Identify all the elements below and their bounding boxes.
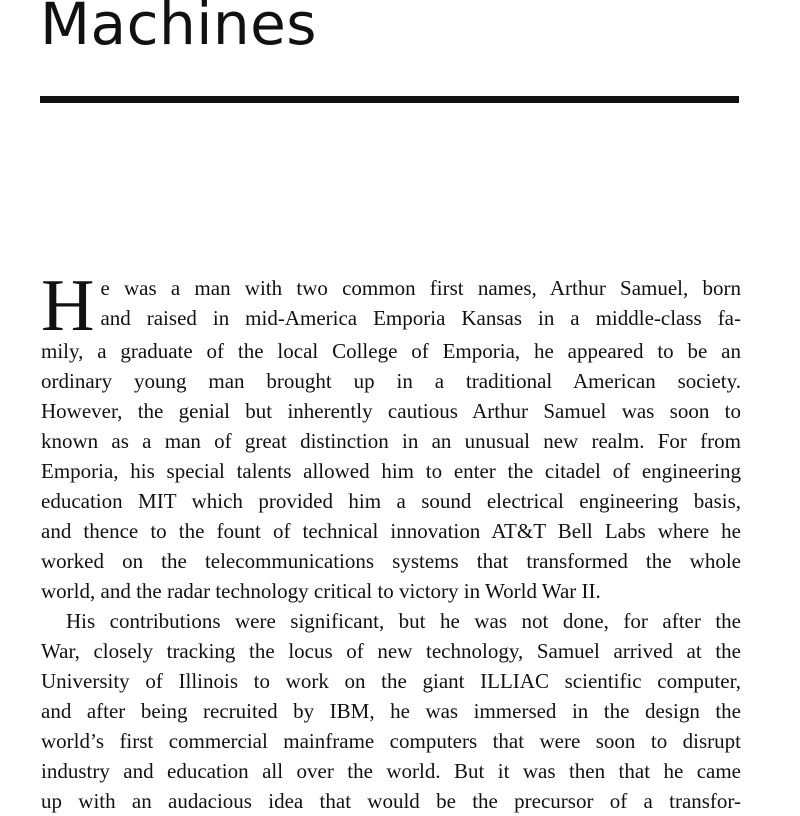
- text-line: education MIT which provided him a sound electrical engineering basis,: [41, 489, 741, 513]
- text-line: mily, a graduate of the local College of Emporia, he appeared to be an: [41, 339, 741, 363]
- text-line: and thence to the fount of technical innovation AT&T Bell Labs where he: [41, 519, 741, 543]
- text-line: ordinary young man brought up in a traditional American society.: [41, 369, 741, 393]
- text-line: and after being recruited by IBM, he was immersed in the design the: [41, 699, 741, 723]
- paragraph-1: [41, 265, 741, 606]
- text-line: e was a man with two common first names, Arthur Samuel, born: [100, 276, 741, 300]
- text-line: His contributions were significant, but he was not done, for after the: [66, 609, 741, 633]
- text-line: worked on the telecommunications systems that transformed the whole: [41, 549, 741, 573]
- paragraph-1-lines: [41, 273, 741, 333]
- text-line: University of Illinois to work on the giant ILLIAC scientific computer,: [41, 669, 741, 693]
- chapter-title: Machines: [40, 0, 318, 58]
- text-line: However, the genial but inherently cautious Arthur Samuel was soon to: [41, 399, 741, 423]
- title-rule: [40, 96, 739, 103]
- body-text: [41, 265, 741, 816]
- text-line: industry and education all over the world. But it was then that he came: [41, 759, 741, 783]
- text-line: world, and the radar technology critical to victory in World War II.: [41, 579, 601, 603]
- paragraph-2: [41, 606, 741, 816]
- text-line: up with an audacious idea that would be the precursor of a transfor-: [41, 789, 741, 813]
- drop-cap: H: [41, 265, 95, 347]
- text-line: War, closely tracking the locus of new technology, Samuel arrived at the: [41, 639, 741, 663]
- text-line: Emporia, his special talents allowed him to enter the citadel of engineering: [41, 459, 741, 483]
- text-line: and raised in mid-America Emporia Kansas in a middle-class fa-: [100, 306, 741, 330]
- text-line: world’s first commercial mainframe computers that were soon to disrupt: [41, 729, 741, 753]
- text-line: known as a man of great distinction in an unusual new realm. For from: [41, 429, 741, 453]
